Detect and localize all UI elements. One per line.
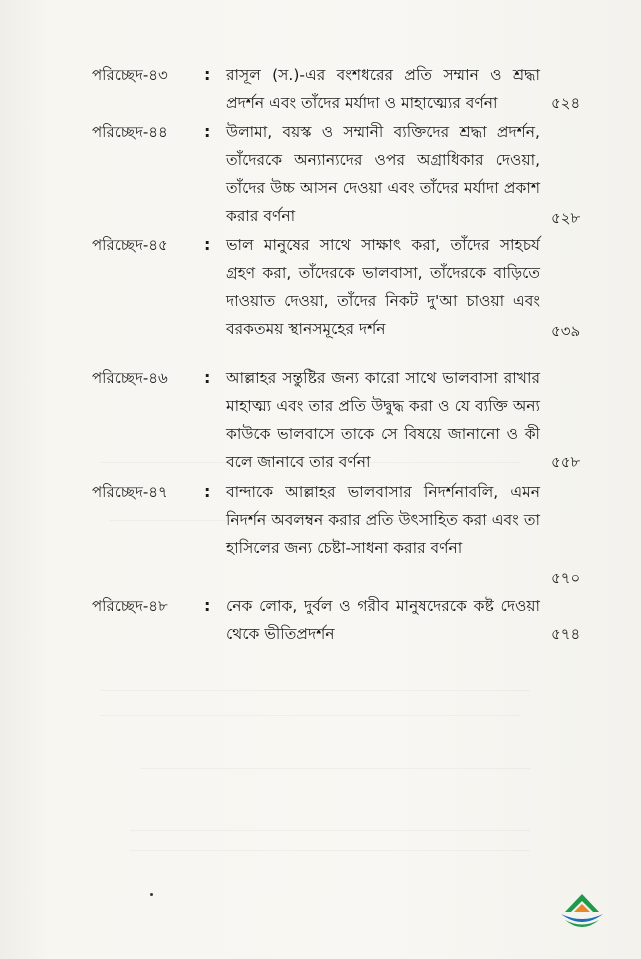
chapter-title: রাসূল (স.)-এর বংশধরের প্রতি সম্মান ও শ্রদ্ধা প্রদর্শন এবং তাঁদের মর্যাদা ও মাহাত্ম্যের বর্ণনা: [226, 66, 540, 112]
page-number: ৫৭৪: [551, 625, 581, 643]
bleed-through: [100, 715, 520, 716]
publisher-logo-icon: [557, 890, 607, 934]
chapter-title: বান্দাকে আল্লাহর ভালবাসার নিদর্শনাবলি, এমন নিদর্শন অবলম্বন করার প্রতি উৎসাহিত করা এবং তা হাসিলের জন্য চেষ্টা-সাধনা করার বর্ণনা: [226, 483, 540, 557]
separator-colon: :: [204, 368, 211, 387]
chapter-label: পরিচ্ছেদ-৪৫: [92, 236, 168, 254]
page-number: ৫৫৮: [551, 453, 581, 471]
chapter-label: পরিচ্ছেদ-৪৪: [92, 123, 168, 141]
chapter-label: পরিচ্ছেদ-৪৬: [92, 369, 168, 387]
separator-colon: :: [204, 482, 211, 501]
separator-colon: :: [204, 596, 211, 615]
separator-colon: :: [204, 65, 211, 84]
page-number: ৫২৪: [551, 94, 581, 112]
chapter-label: পরিচ্ছেদ-৪৭: [92, 483, 168, 501]
page-number: ৫৩৯: [551, 322, 581, 340]
separator-colon: :: [204, 122, 211, 141]
chapter-title: উলামা, বয়স্ক ও সম্মানী ব্যক্তিদের শ্রদ্ধা প্রদর্শন, তাঁদেরকে অন্যান্যদের ওপর অগ্রাধিকার দেওয়া, তাঁদের উচ্চ আসন দেওয়া এবং তাঁদের মর্যাদা প্রকাশ করার বর্ণনা: [226, 123, 540, 225]
logo-book-icon: [561, 914, 603, 922]
bleed-through: [130, 850, 530, 851]
chapter-label: পরিচ্ছেদ-৪৮: [92, 597, 168, 615]
separator-colon: :: [204, 235, 211, 254]
chapter-title: নেক লোক, দুর্বল ও গরীব মানুষদেরকে কষ্ট দেওয়া থেকে ভীতিপ্রদর্শন: [226, 597, 540, 643]
chapter-title: ভাল মানুষের সাথে সাক্ষাৎ করা, তাঁদের সাহচর্য গ্রহণ করা, তাঁদেরকে ভালবাসা, তাঁদেরকে বাড়িতে দাওয়াত দেওয়া, তাঁদের নিকট দু'আ চাওয়া এবং বরকতময় স্থানসমূহের দর্শন: [226, 236, 540, 338]
bleed-through: [130, 830, 530, 831]
ink-speck: [150, 893, 153, 896]
bleed-through: [100, 690, 530, 691]
chapter-label: পরিচ্ছেদ-৪৩: [92, 66, 168, 84]
page-number: ৫৭০: [551, 569, 581, 587]
page-number: ৫২৮: [551, 209, 581, 227]
bleed-through: [140, 768, 530, 769]
chapter-title: আল্লাহর সন্তুষ্টির জন্য কারো সাথে ভালবাসা রাখার মাহাত্ম্য এবং তার প্রতি উদ্বুদ্ধ করা ও যে ব্যক্তি অন্য কাউকে ভালবাসে তাকে সে বিষয়ে জানানো ও কী বলে জানাবে তার বর্ণনা: [226, 369, 540, 471]
